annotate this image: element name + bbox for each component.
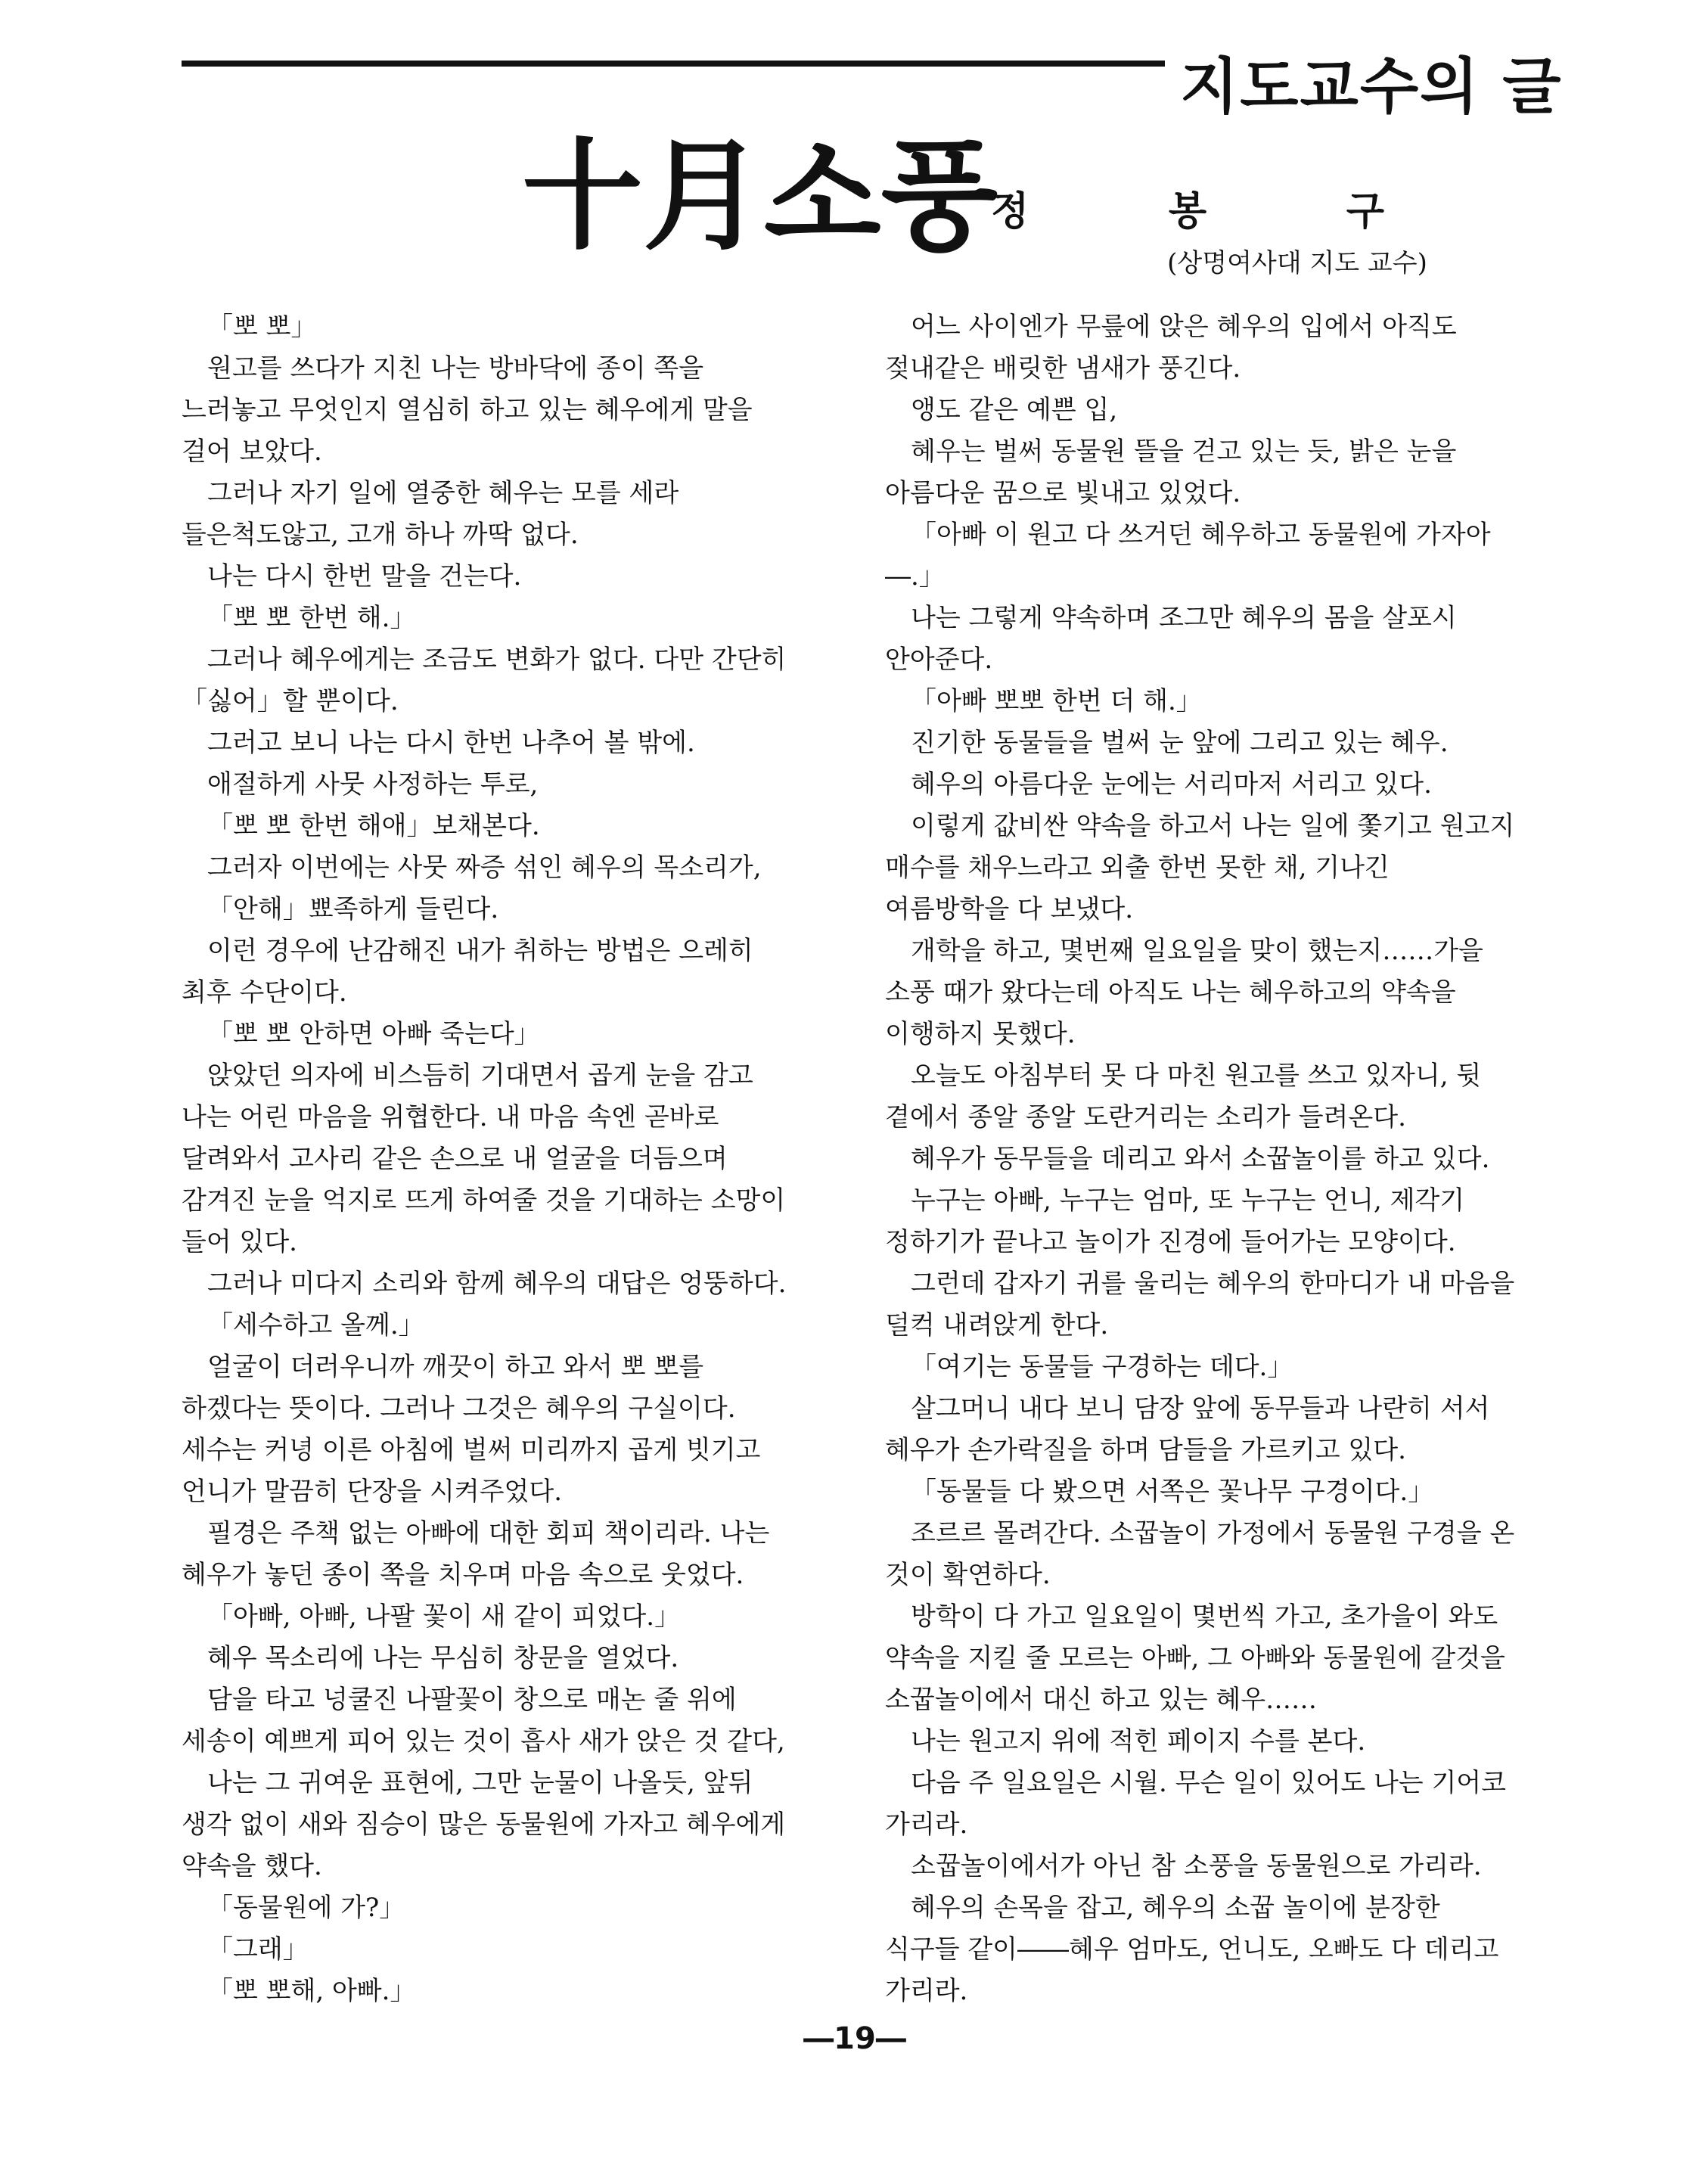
paragraph: 「뽀 뽀 한번 해애」보채본다. bbox=[207, 811, 540, 841]
paragraph: 이렇게 값비싼 약속을 하고서 나는 일에 쫓기고 원고지 매수를 채우느라고 외출 한번 못한 채, 기나긴 여름방학을 다 보냈다. bbox=[885, 811, 1515, 924]
paragraph: 나는 그렇게 약속하며 조그만 혜우의 몸을 살포시 안아준다. bbox=[885, 603, 1457, 675]
paragraph: 조르르 몰려간다. 소꿉놀이 가정에서 동물원 구경을 온 것이 확연하다. bbox=[885, 1518, 1515, 1590]
paragraph: 필경은 주책 없는 아빠에 대한 회피 책이리라. 나는 혜우가 놓던 종이 쪽을 치우며 마음 속으로 웃었다. bbox=[182, 1518, 770, 1590]
paragraph: 「안해」뾰족하게 들린다. bbox=[207, 894, 499, 924]
paragraph: 「동물원에 가?」 bbox=[207, 1893, 405, 1923]
left-column bbox=[182, 306, 802, 2012]
paragraph: 나는 다시 한번 말을 건는다. bbox=[207, 561, 522, 592]
paragraph: 「뽀 뽀 안하면 아빠 죽는다」 bbox=[207, 1019, 540, 1049]
paragraph: 이런 경우에 난감해진 내가 취하는 방법은 으레히 최후 수단이다. bbox=[182, 936, 753, 1008]
paragraph: 그런데 갑자기 귀를 울리는 혜우의 한마디가 내 마음을 덜컥 내려앉게 한다. bbox=[885, 1269, 1515, 1340]
paragraph: 혜우는 벌써 동물원 뜰을 걷고 있는 듯, 밝은 눈을 아름다운 꿈으로 빛내고 있었다. bbox=[885, 436, 1457, 508]
paragraph: 「뽀 뽀」 bbox=[207, 312, 317, 342]
paragraph: 「뽀 뽀해, 아빠.」 bbox=[207, 1976, 416, 2006]
author-char: 구 bbox=[1346, 189, 1384, 235]
paragraph: 나는 원고지 위에 적힌 페이지 수를 본다. bbox=[911, 1726, 1366, 1757]
paragraph: 「그래」 bbox=[207, 1934, 309, 1965]
paragraph: 어느 사이엔가 무릎에 앉은 혜우의 입에서 아직도 젖내같은 배릿한 냄새가 풍긴다. bbox=[885, 312, 1457, 384]
paragraph: 그러나 미다지 소리와 함께 혜우의 대답은 엉뚱하다. bbox=[207, 1269, 787, 1299]
paragraph: 다음 주 일요일은 시월. 무슨 일이 있어도 나는 기어코 가리라. bbox=[885, 1768, 1506, 1840]
paragraph: 혜우가 동무들을 데리고 와서 소꿉놀이를 하고 있다. bbox=[911, 1144, 1490, 1174]
paragraph: 앉았던 의자에 비스듬히 기대면서 곱게 눈을 감고 나는 어린 마음을 위협한다. 내 마음 속엔 곧바로 달려와서 고사리 같은 손으로 내 얼굴을 더듬으며 감겨진 눈을 억지로 뜨게 하여줄 것을 기대하는 소망이 들어 있다. bbox=[182, 1061, 786, 1257]
author-name bbox=[991, 182, 1384, 242]
author-affiliation: (상명여사대 지도 교수) bbox=[1167, 248, 1427, 278]
paragraph: 「동물들 다 봤으면 서쪽은 꽃나무 구경이다.」 bbox=[911, 1477, 1434, 1507]
paragraph: 그러고 보니 나는 다시 한번 나추어 볼 밖에. bbox=[207, 728, 695, 758]
author-char: 정 bbox=[991, 189, 1029, 235]
paragraph: 애절하게 사뭇 사정하는 투로, bbox=[207, 769, 539, 800]
paragraph: 그러자 이번에는 사뭇 짜증 섞인 혜우의 목소리가, bbox=[207, 853, 762, 883]
paragraph: 앵도 같은 예쁜 입, bbox=[911, 395, 1118, 425]
paragraph: 소꿉놀이에서가 아닌 참 소풍을 동물원으로 가리라. bbox=[911, 1851, 1482, 1881]
paragraph: 혜우의 아름다운 눈에는 서리마저 서리고 있다. bbox=[911, 769, 1432, 800]
paragraph: 살그머니 내다 보니 담장 앞에 동무들과 나란히 서서 혜우가 손가락질을 하며 담들을 가르키고 있다. bbox=[885, 1393, 1490, 1465]
paragraph: 그러나 자기 일에 열중한 혜우는 모를 세라 들은척도않고, 고개 하나 까딱 없다. bbox=[182, 478, 679, 550]
paragraph: 개학을 하고, 몇번째 일요일을 맞이 했는지……가을 소풍 때가 왔다는데 아직도 나는 혜우하고의 약속을 이행하지 못했다. bbox=[885, 936, 1483, 1049]
header-rule bbox=[182, 61, 1165, 67]
page-number: ―19― bbox=[803, 2021, 906, 2056]
right-column bbox=[885, 306, 1520, 2012]
paragraph: 누구는 아빠, 누구는 엄마, 또 누구는 언니, 제각기 정하기가 끝나고 놀이가 진경에 들어가는 모양이다. bbox=[885, 1185, 1465, 1257]
paragraph: 원고를 쓰다가 지친 나는 방바닥에 종이 쪽을 느러놓고 무엇인지 열심히 하고 있는 혜우에게 말을 걸어 보았다. bbox=[182, 353, 753, 467]
paragraph: 「아빠, 아빠, 나팔 꽃이 새 같이 피었다.」 bbox=[207, 1601, 681, 1632]
paragraph: 진기한 동물들을 벌써 눈 앞에 그리고 있는 혜우. bbox=[911, 728, 1449, 758]
paragraph: 그러나 혜우에게는 조금도 변화가 없다. 다만 간단히 「싫어」할 뿐이다. bbox=[182, 645, 787, 716]
series-label: 지도교수의 글 bbox=[1180, 51, 1563, 122]
paragraph: 담을 타고 넝쿨진 나팔꽃이 창으로 매논 줄 위에 세송이 예쁘게 피어 있는 것이 흡사 새가 앉은 것 같다, bbox=[182, 1685, 785, 1757]
article-title: 十月소풍 bbox=[522, 126, 998, 267]
paragraph: 혜우 목소리에 나는 무심히 창문을 열었다. bbox=[207, 1643, 679, 1673]
paragraph: 오늘도 아침부터 못 다 마친 원고를 쓰고 있자니, 뒷 곁에서 종알 종알 도란거리는 소리가 들려온다. bbox=[885, 1061, 1482, 1132]
paragraph: 혜우의 손목을 잡고, 혜우의 소꿉 놀이에 분장한 식구들 같이――혜우 엄마도, 언니도, 오빠도 다 데리고 가리라. bbox=[885, 1893, 1499, 2006]
paragraph: 「뽀 뽀 한번 해.」 bbox=[207, 603, 416, 633]
paragraph: 「아빠 이 원고 다 쓰거던 혜우하고 동물원에 가자아―.」 bbox=[885, 520, 1491, 592]
paragraph: 방학이 다 가고 일요일이 몇번씩 가고, 초가을이 와도 약속을 지킬 줄 모르는 아빠, 그 아빠와 동물원에 갈것을 소꿉놀이에서 대신 하고 있는 혜우…… bbox=[885, 1601, 1505, 1715]
paragraph: 「여기는 동물들 구경하는 데다.」 bbox=[911, 1352, 1293, 1382]
author-char: 봉 bbox=[1168, 189, 1207, 235]
paragraph: 나는 그 귀여운 표현에, 그만 눈물이 나올듯, 앞뒤 생각 없이 새와 짐승이 많은 동물원에 가자고 혜우에게 약속을 했다. bbox=[182, 1768, 786, 1881]
paragraph: 「아빠 뽀뽀 한번 더 해.」 bbox=[911, 686, 1202, 716]
paragraph: 얼굴이 더러우니까 깨끗이 하고 와서 뽀 뽀를 하겠다는 뜻이다. 그러나 그것은 혜우의 구실이다. 세수는 커녕 이른 아침에 벌써 미리까지 곱게 빗기고 언니가 말끔히 단장을 시켜주었다. bbox=[182, 1352, 761, 1507]
paragraph: 「세수하고 올께.」 bbox=[207, 1310, 424, 1340]
